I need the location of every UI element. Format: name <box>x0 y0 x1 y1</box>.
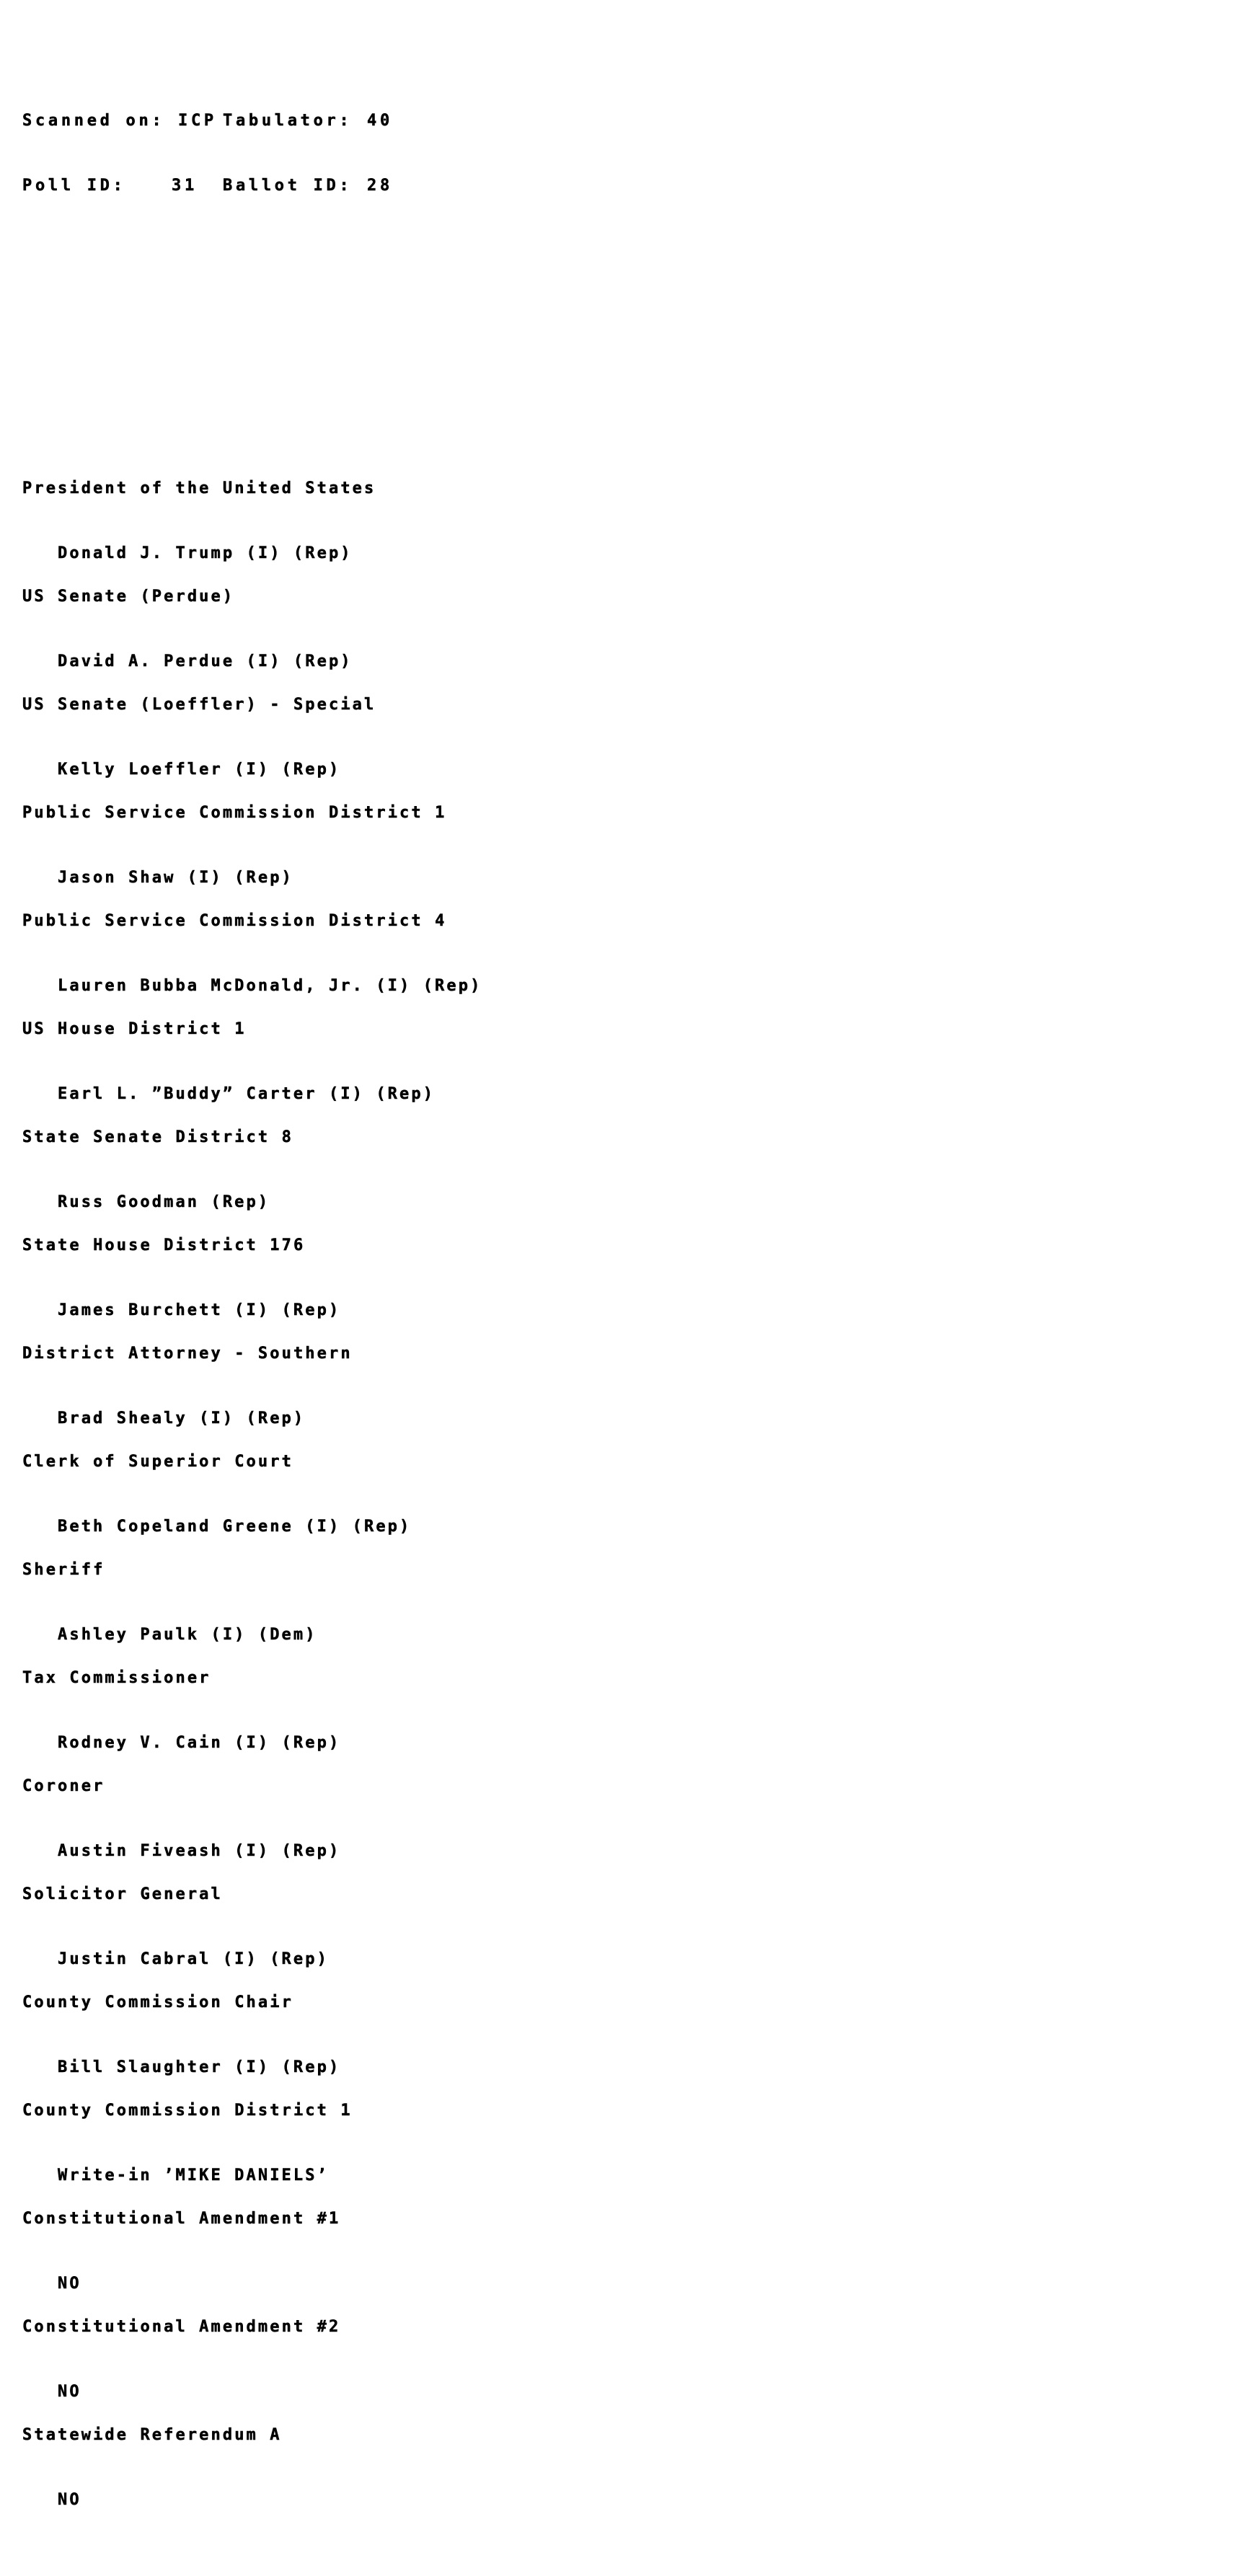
header-line-1 <box>22 110 482 132</box>
race-office: US Senate (Loeffler) - Special <box>22 696 376 714</box>
race-office: State Senate District 8 <box>22 1128 293 1146</box>
race-office: State House District 176 <box>22 1236 306 1254</box>
scanned-on-value: ICP <box>178 112 217 130</box>
race-selection: Bill Slaughter (I) (Rep) <box>58 2058 341 2076</box>
race-office: Solicitor General <box>22 1885 223 1903</box>
race-selection: NO <box>58 2275 81 2293</box>
race-selection: Beth Copeland Greene (I) (Rep) <box>58 1518 412 1536</box>
header-body-gap <box>22 305 482 327</box>
race-selection: Lauren Bubba McDonald, Jr. (I) (Rep) <box>58 977 482 995</box>
race-selection: Russ Goodman (Rep) <box>58 1193 270 1211</box>
poll-id-value: 31 <box>172 177 198 195</box>
race-selection: Brad Shealy (I) (Rep) <box>58 1409 306 1428</box>
poll-id-label: Poll ID: <box>22 177 126 195</box>
race-office: County Commission District 1 <box>22 2102 353 2120</box>
race-item <box>22 2273 482 2401</box>
race-office: Statewide Referendum A <box>22 2426 282 2444</box>
race-selection: David A. Perdue (I) (Rep) <box>58 652 353 670</box>
report-header <box>22 67 482 240</box>
race-selection: Kelly Loeffler (I) (Rep) <box>58 761 341 779</box>
tabulator-value: 40 <box>367 112 393 130</box>
race-selection: Austin Fiveash (I) (Rep) <box>58 1842 341 1860</box>
race-office: Clerk of Superior Court <box>22 1453 293 1471</box>
tabulator-label: Tabulator: <box>223 112 353 130</box>
race-selection: Donald J. Trump (I) (Rep) <box>58 544 353 562</box>
race-office: President of the United States <box>22 479 376 497</box>
race-selection: Rodney V. Cain (I) (Rep) <box>58 1734 341 1752</box>
race-office: Constitutional Amendment #1 <box>22 2210 341 2228</box>
race-office: Public Service Commission District 4 <box>22 912 447 930</box>
ballot-scan-report <box>22 2 482 2576</box>
race-office: District Attorney - Southern <box>22 1345 353 1363</box>
race-selection: Jason Shaw (I) (Rep) <box>58 869 293 887</box>
ballot-id-label: Ballot ID: <box>223 177 353 195</box>
race-list <box>22 391 482 2509</box>
race-selection: Ashley Paulk (I) (Dem) <box>58 1626 317 1644</box>
race-office: Constitutional Amendment #2 <box>22 2318 341 2336</box>
race-selection: James Burchett (I) (Rep) <box>58 1301 341 1319</box>
race-item <box>22 435 482 562</box>
race-selection: Write-in ’MIKE DANIELS’ <box>58 2166 329 2185</box>
race-office: Tax Commissioner <box>22 1669 211 1687</box>
race-office: Public Service Commission District 1 <box>22 804 447 822</box>
race-office: Sheriff <box>22 1561 105 1579</box>
race-selection: NO <box>58 2383 81 2401</box>
race-office: County Commission Chair <box>22 1993 293 2011</box>
race-selection: NO <box>58 2491 81 2509</box>
race-item <box>22 2381 482 2509</box>
ballot-id-value: 28 <box>367 177 393 195</box>
scanned-on-label: Scanned on: <box>22 112 165 130</box>
race-selection: Earl L. ”Buddy” Carter (I) (Rep) <box>58 1085 436 1103</box>
race-selection: Justin Cabral (I) (Rep) <box>58 1950 329 1968</box>
race-office: US Senate (Perdue) <box>22 588 235 606</box>
race-office: Coroner <box>22 1777 105 1795</box>
header-line-2 <box>22 175 482 197</box>
race-office: US House District 1 <box>22 1020 247 1038</box>
